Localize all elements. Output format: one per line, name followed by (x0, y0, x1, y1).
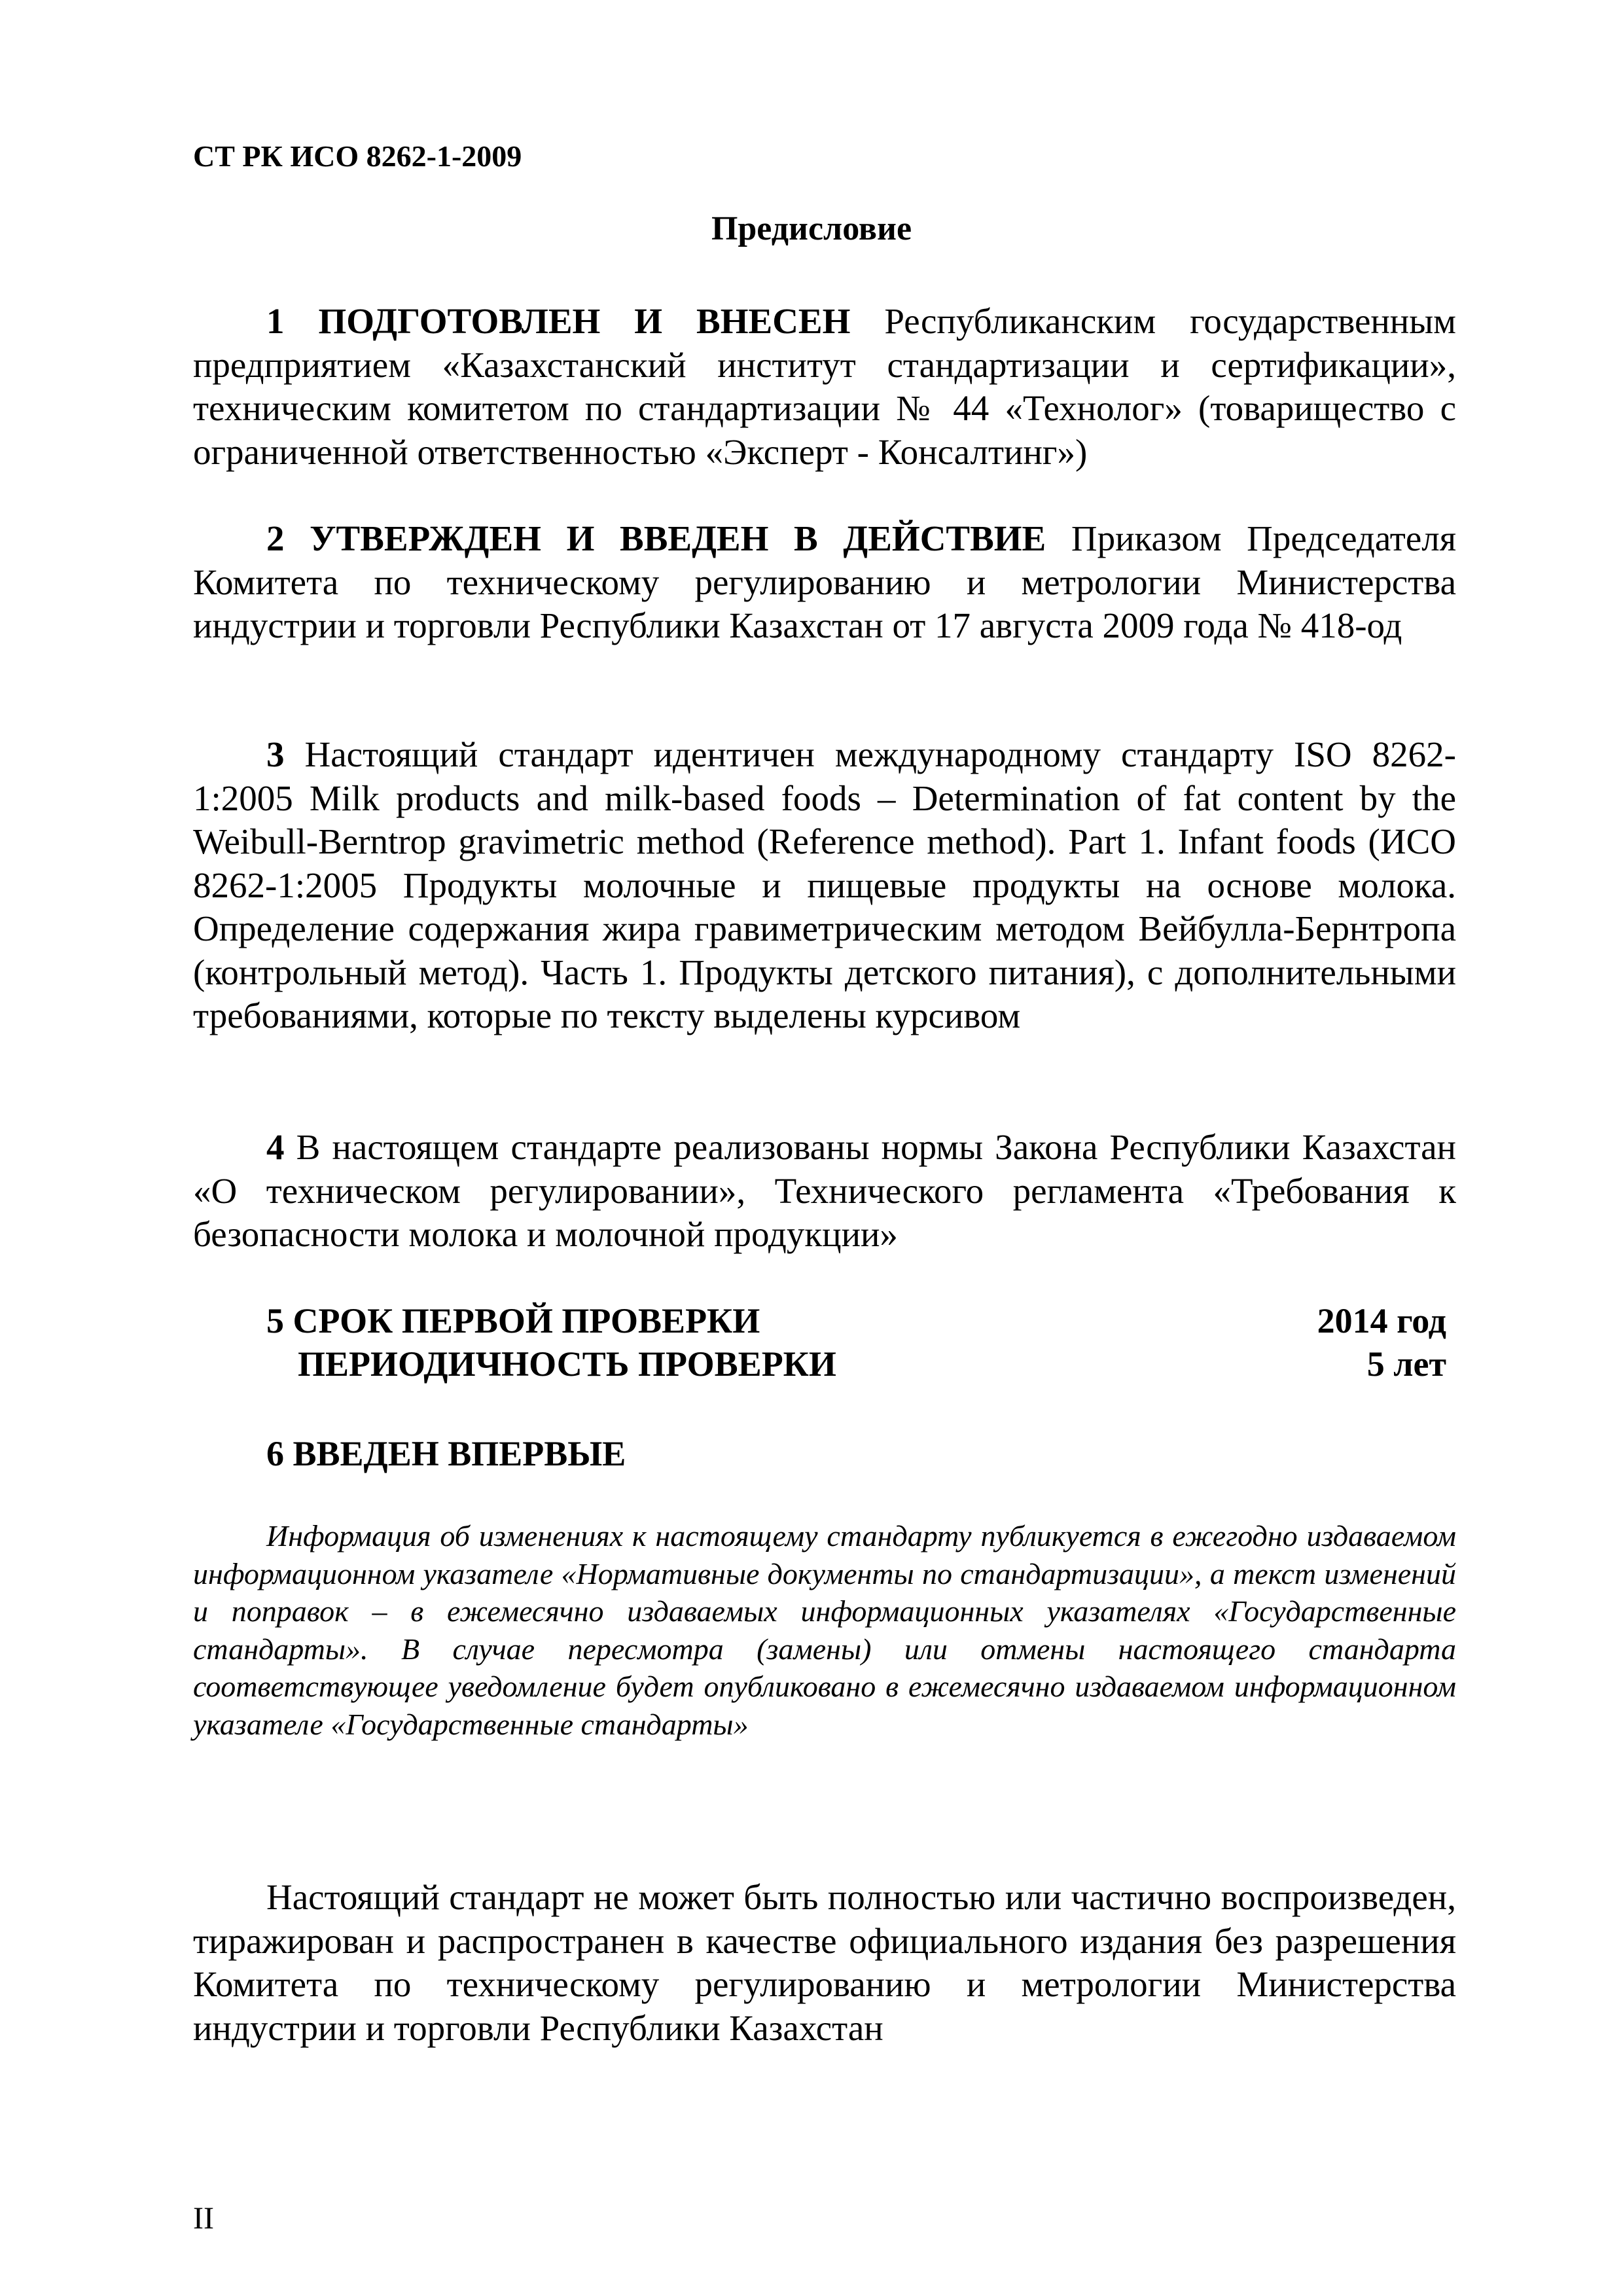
item-1 (193, 300, 1456, 474)
document-code: СТ РК ИСО 8262-1-2009 (193, 139, 522, 173)
item-4-label: 4 (266, 1127, 285, 1167)
item-3-text: Настоящий стандарт идентичен международному стандарту ISO 8262-1:2005 Milk products and milk-based foods – Determination of fat content by the Weibull-Berntrop gravimetric method (Reference method). Part 1. Infant foods (ИСО 8262-1:2005 Продукты молочные и пищевые продукты на основе молока. Определение содержания жира гравиметрическим методом Вейбулла-Бернтропа (контрольный метод). Часть 1. Продукты детского питания), с дополнительными требованиями, которые по тексту выделены курсивом (193, 734, 1456, 1035)
page-title: Предисловие (711, 210, 912, 247)
first-introduced: 6 ВВЕДЕН ВПЕРВЫЕ (266, 1434, 626, 1473)
item-2 (193, 517, 1456, 648)
item-2-label: 2 УТВЕРЖДЕН И ВВЕДЕН В ДЕЙСТВИЕ (266, 518, 1046, 558)
first-check-label: 5 СРОК ПЕРВОЙ ПРОВЕРКИ (266, 1301, 760, 1340)
verification-block (266, 1299, 1446, 1386)
item-2-text: Приказом Председателя Комитета по техническому регулированию и метрологии Министерства индустрии и торговли Республики Казахстан от 17 августа 2009 года № 418-од (193, 518, 1457, 645)
item-1-text: Республиканским государственным предприятием «Казахстанский институт стандартизации и сертификации», техническим комитетом по стандартизации № 44 «Технолог» (товарищество с ограниченной ответственностью «Эксперт - Консалтинг») (193, 301, 1456, 472)
first-check-value: 2014 год (1317, 1301, 1446, 1340)
reproduction-notice: Настоящий стандарт не может быть полностью или частично воспроизведен, тиражирован и распространен в качестве официального издания без разрешения Комитета по техническому регулированию и метрологии Министерства индустрии и торговли Республики Казахстан (193, 1877, 1456, 2048)
item-3 (193, 733, 1456, 1038)
page-number: II (193, 2201, 214, 2236)
check-period-row (266, 1342, 1446, 1386)
item-1-label: 1 ПОДГОТОВЛЕН И ВНЕСЕН (266, 301, 851, 341)
changes-info: Информация об изменениях к настоящему стандарту публикуется в ежегодно издаваемом информационном указателе «Нормативные документы по стандартизации», а текст изменений и поправок – в ежемесячно издаваемых информационных указателях «Государственные стандарты». В случае пересмотра (замены) или отмены настоящего стандарта соответствующее уведомление будет опубликовано в ежемесячно издаваемом информационном указателе «Государственные стандарты» (193, 1519, 1456, 1741)
check-period-value: 5 лет (1366, 1344, 1446, 1384)
item-3-label: 3 (266, 734, 285, 774)
check-period-label: ПЕРИОДИЧНОСТЬ ПРОВЕРКИ (298, 1344, 836, 1384)
item-4-text: В настоящем стандарте реализованы нормы Закона Республики Казахстан «О техническом регулировании», Технического регламента «Требования к безопасности молока и молочной продукции» (193, 1127, 1456, 1254)
first-check-row (266, 1299, 1446, 1342)
item-4 (193, 1126, 1456, 1257)
